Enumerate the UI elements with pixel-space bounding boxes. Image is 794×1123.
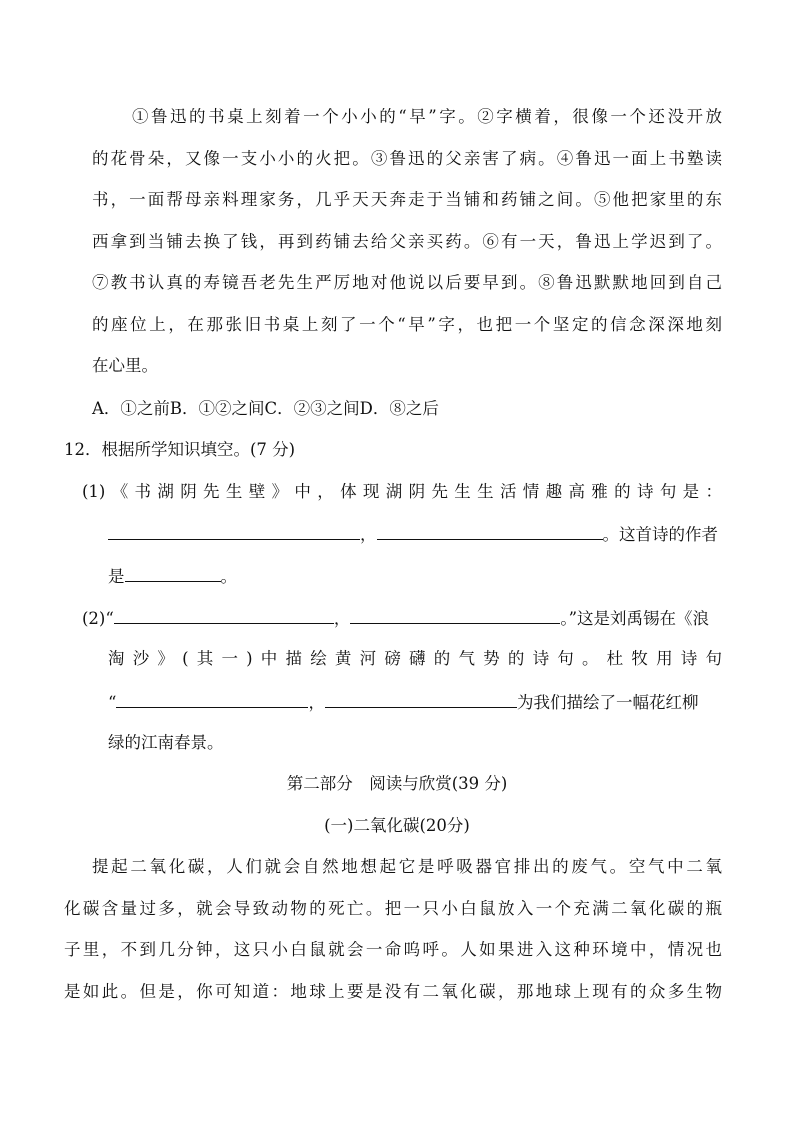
passage-line: ⑦教书认真的寿镜吾老先生严厉地对他说以后要早到。⑧鲁迅默默地回到自己 bbox=[92, 273, 722, 292]
answer-blank[interactable] bbox=[116, 689, 308, 708]
q12-part1-line3 bbox=[108, 563, 237, 589]
article bbox=[64, 846, 722, 1012]
q12-part2-line3 bbox=[108, 689, 698, 715]
open-quote: “ bbox=[108, 693, 117, 712]
answer-blank[interactable] bbox=[377, 521, 603, 540]
answer-blank[interactable] bbox=[125, 563, 221, 582]
q12-part2-line1 bbox=[82, 605, 709, 631]
article-line: 化碳含量过多，就会导致动物的死亡。把一只小白鼠放入一个充满二氧化碳的瓶 bbox=[64, 898, 722, 918]
q12-part2-line2: 淘沙》(其一)中描绘黄河磅礴的气势的诗句。杜牧用诗句 bbox=[108, 649, 722, 668]
q12-part1-tail: 。这首诗的作者 bbox=[602, 525, 718, 544]
answer-blank[interactable] bbox=[350, 605, 560, 624]
passage bbox=[92, 96, 722, 387]
section-heading: (一)二氧化碳(20分) bbox=[324, 816, 470, 835]
part2-heading: 第二部分 阅读与欣赏(39 分) bbox=[286, 774, 508, 793]
q12-part2-line4: 绿的江南春景。 bbox=[108, 733, 224, 752]
q12-part1-line1: (1)《书湖阴先生壁》中，体现湖阴先生生活情趣高雅的诗句是： bbox=[82, 482, 722, 501]
q12-part2-tail: 为我们描绘了一幅花红柳 bbox=[516, 693, 699, 712]
article-line: 提起二氧化碳，人们就会自然地想起它是呼吸器官排出的废气。空气中二氧 bbox=[92, 857, 722, 876]
q12-part2-tail: 。”这是刘禹锡在《浪 bbox=[560, 609, 709, 628]
answer-blank[interactable] bbox=[325, 689, 517, 708]
passage-line: ①鲁迅的书桌上刻着一个小小的“早”字。②字横着，很像一个还没开放 bbox=[132, 107, 722, 126]
passage-line: 的花骨朵，又像一支小小的火把。③鲁迅的父亲害了病。④鲁迅一面上书塾读 bbox=[92, 148, 722, 168]
q12-part1-line2 bbox=[108, 521, 718, 547]
passage-line: 西拿到当铺去换了钱，再到药铺去给父亲买药。⑥有一天，鲁迅上学迟到了。 bbox=[92, 231, 722, 251]
passage-line: 在心里。 bbox=[92, 356, 158, 375]
article-line: 子里，不到几分钟，这只小白鼠就会一命呜呼。人如果进入这种环境中，情况也 bbox=[64, 940, 722, 959]
period: 。 bbox=[220, 567, 237, 586]
comma: ， bbox=[333, 609, 351, 628]
q12-part1-prefix: 是 bbox=[108, 567, 125, 586]
question-12-title: 12．根据所学知识填空。(7 分) bbox=[64, 440, 296, 459]
passage-line: 的座位上，在那张旧书桌上刻了一个“早”字，也把一个坚定的信念深深地刻 bbox=[92, 314, 722, 334]
answer-blank[interactable] bbox=[114, 605, 334, 624]
article-line: 是如此。但是，你可知道：地球上要是没有二氧化碳，那地球上现有的众多生物 bbox=[64, 981, 722, 1001]
comma: ， bbox=[360, 525, 377, 544]
passage-line: 书，一面帮母亲料理家务，几乎天天奔走于当铺和药铺之间。⑤他把家里的东 bbox=[92, 190, 722, 209]
answer-options: A．①之前B．①②之间C．②③之间D．⑧之后 bbox=[92, 399, 439, 418]
answer-blank[interactable] bbox=[108, 521, 360, 540]
q12-part2-prefix: (2)“ bbox=[82, 609, 114, 628]
comma: ， bbox=[308, 693, 325, 712]
